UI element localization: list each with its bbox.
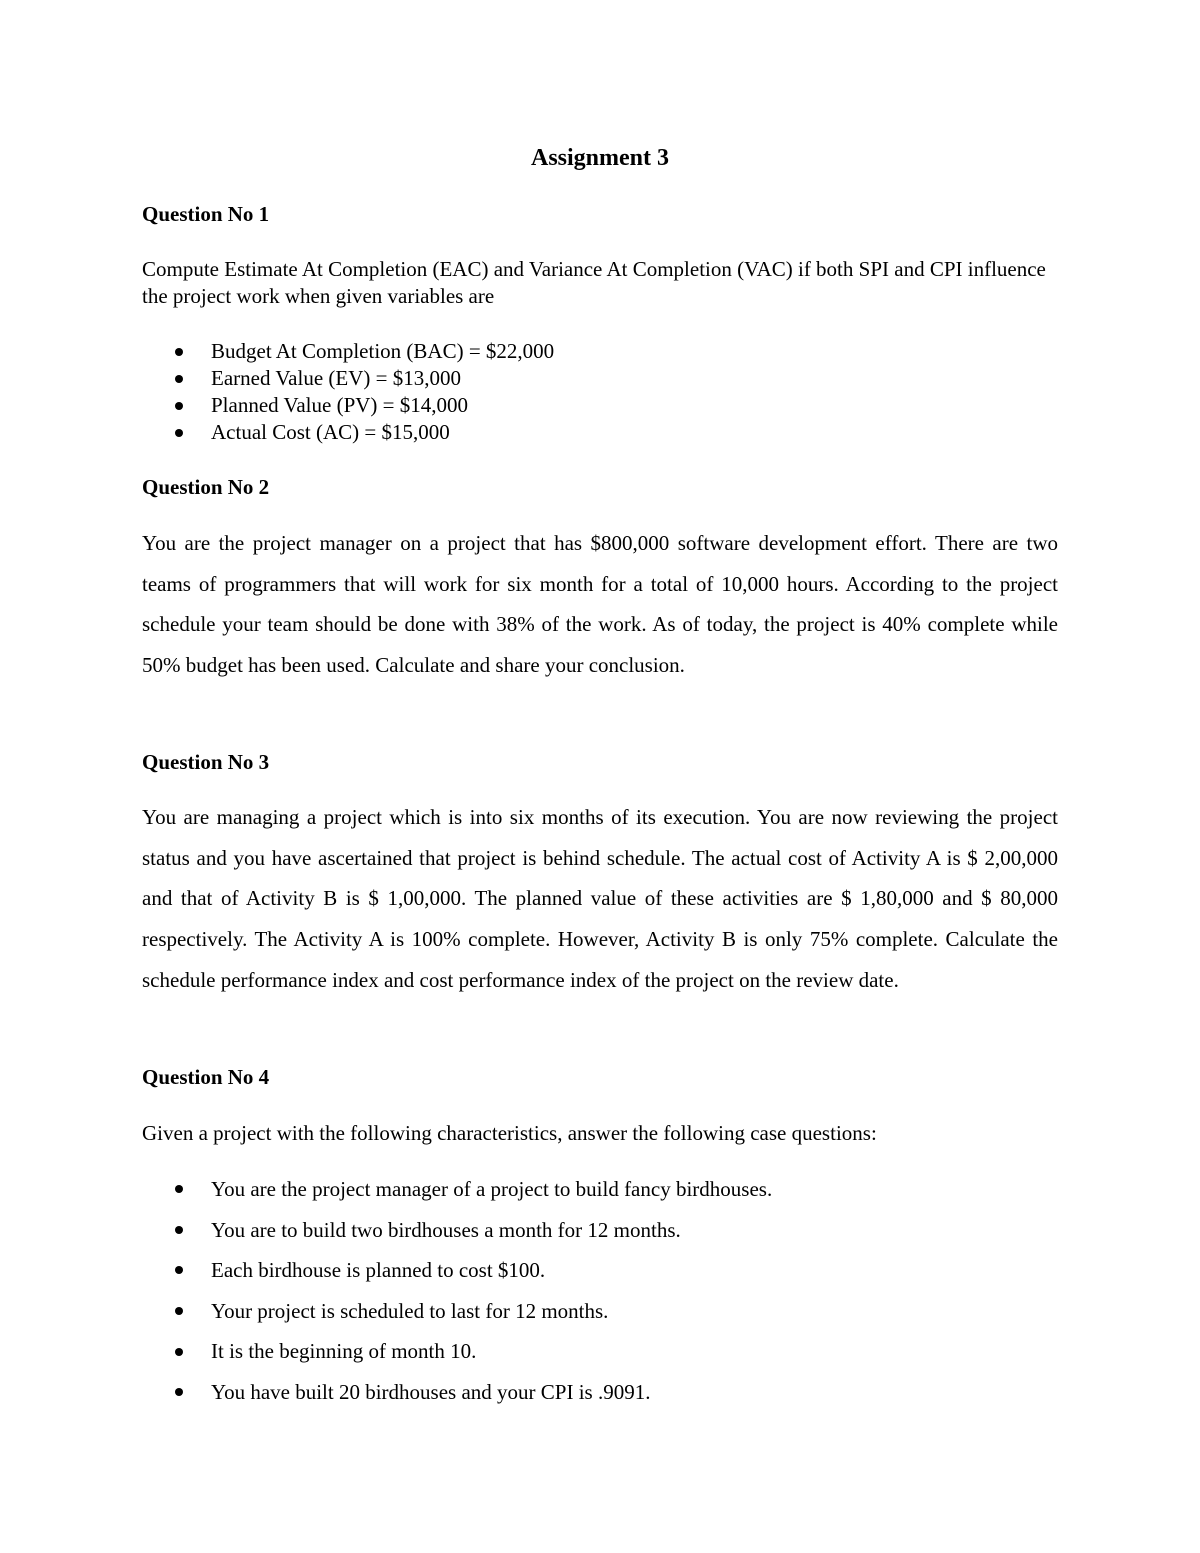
bullet-icon	[175, 1226, 183, 1234]
question-1-text: Compute Estimate At Completion (EAC) and Variance At Completion (VAC) if both SPI and CPI influence the project work when given variables are	[142, 257, 1046, 308]
bullet-icon	[175, 402, 183, 410]
list-item: It is the beginning of month 10.	[142, 1331, 772, 1372]
bullet-icon	[175, 1388, 183, 1396]
bullet-icon	[175, 1185, 183, 1193]
bullet-icon	[175, 375, 183, 383]
question-2-text: You are the project manager on a project that has $800,000 software development effort. There are two teams of programmers that will work for six month for a total of 10,000 hours. According to the project schedule your team should be done with 38% of the work. As of today, the project is 40% complete while 50% budget has been used. Calculate and share your conclusion.	[142, 531, 1058, 678]
list-item: You are to build two birdhouses a month for 12 months.	[142, 1210, 772, 1251]
list-item: Your project is scheduled to last for 12 months.	[142, 1291, 772, 1332]
bullet-icon	[175, 348, 183, 356]
list-item: Planned Value (PV) = $14,000	[142, 392, 554, 419]
question-3-heading: Question No 3	[142, 750, 270, 774]
bullet-icon	[175, 1348, 183, 1356]
question-4-bullet-list	[142, 1169, 772, 1413]
bullet-icon	[175, 1266, 183, 1274]
question-1-bullet-list	[142, 338, 554, 446]
list-item: Each birdhouse is planned to cost $100.	[142, 1250, 772, 1291]
question-4-heading: Question No 4	[142, 1065, 270, 1089]
question-2-heading: Question No 2	[142, 475, 270, 499]
document-title: Assignment 3	[530, 145, 669, 171]
bullet-icon	[175, 1307, 183, 1315]
question-3-text: You are managing a project which is into six months of its execution. You are now reviewing the project status and you have ascertained that project is behind schedule. The actual cost of Activity A is $ 2,00,000 and that of Activity B is $ 1,00,000. The planned value of these activities are $ 1,80,000 and $ 80,000 respectively. The Activity A is 100% complete. However, Activity B is only 75% complete. Calculate the schedule performance index and cost performance index of the project on the review date.	[142, 805, 1058, 992]
list-item: Actual Cost (AC) = $15,000	[142, 419, 554, 446]
list-item: Earned Value (EV) = $13,000	[142, 365, 554, 392]
bullet-icon	[175, 429, 183, 437]
list-item: You are the project manager of a project to build fancy birdhouses.	[142, 1169, 772, 1210]
question-4-text: Given a project with the following characteristics, answer the following case questions:	[142, 1121, 877, 1145]
list-item: You have built 20 birdhouses and your CPI is .9091.	[142, 1372, 772, 1413]
question-1-heading: Question No 1	[142, 202, 270, 226]
list-item: Budget At Completion (BAC) = $22,000	[142, 338, 554, 365]
